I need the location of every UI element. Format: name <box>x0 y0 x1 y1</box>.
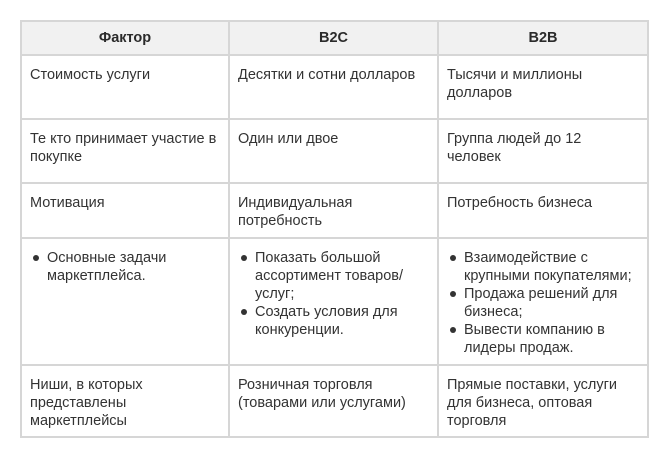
list-item: Создать условия для конкуренции. <box>238 303 429 339</box>
b2b-bullet-list <box>447 249 639 357</box>
list-item: Взаимодействие с крупными покупателями; <box>447 249 639 285</box>
cell-b2c <box>229 238 438 365</box>
table-row-motivation <box>21 183 648 238</box>
table-header-row <box>21 21 648 55</box>
table-row-niches <box>21 365 648 437</box>
factor-bullet-list <box>30 249 220 285</box>
cell-b2c: Десятки и сотни долларов <box>229 55 438 119</box>
list-item: Вывести компанию в лидеры продаж. <box>447 321 639 357</box>
cell-b2b: Тысячи и миллионы долларов <box>438 55 648 119</box>
table-row-participants <box>21 119 648 183</box>
cell-factor: Мотивация <box>21 183 229 238</box>
cell-b2c: Индивидуальная потребность <box>229 183 438 238</box>
cell-factor: Ниши, в которых представлены маркетплейсы <box>21 365 229 437</box>
table-row-tasks <box>21 238 648 365</box>
cell-b2b: Прямые поставки, услуги для бизнеса, оптовая торговля <box>438 365 648 437</box>
header-b2b: B2B <box>438 21 648 55</box>
table-row-cost <box>21 55 648 119</box>
cell-factor: Те кто принимает участие в покупке <box>21 119 229 183</box>
list-item: Продажа решений для бизнеса; <box>447 285 639 321</box>
cell-factor <box>21 238 229 365</box>
b2c-bullet-list <box>238 249 429 339</box>
cell-b2b: Группа людей до 12 человек <box>438 119 648 183</box>
list-item: Показать большой ассортимент товаров/услуг; <box>238 249 429 303</box>
list-item: Основные задачи маркетплейса. <box>30 249 220 285</box>
header-factor: Фактор <box>21 21 229 55</box>
cell-b2c: Один или двое <box>229 119 438 183</box>
header-b2c: B2C <box>229 21 438 55</box>
cell-b2b <box>438 238 648 365</box>
b2c-b2b-comparison-table <box>20 20 649 438</box>
cell-b2b: Потребность бизнеса <box>438 183 648 238</box>
comparison-table-container <box>20 20 647 438</box>
cell-factor: Стоимость услуги <box>21 55 229 119</box>
cell-b2c: Розничная торговля (товарами или услугами) <box>229 365 438 437</box>
